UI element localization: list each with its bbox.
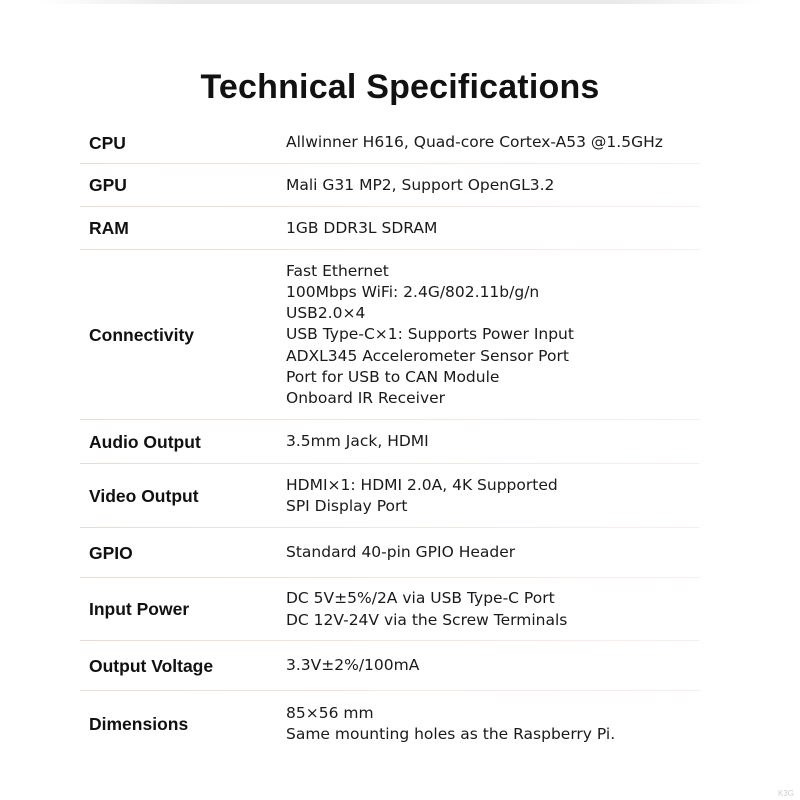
spec-values-gpio [286,542,720,563]
spec-row-dimensions [80,691,720,757]
spec-value: HDMI×1: HDMI 2.0A, 4K Supported [286,475,558,494]
spec-value: ADXL345 Accelerometer Sensor Port [286,346,569,365]
spec-row-gpu [80,164,720,207]
spec-values-cpu [286,132,720,153]
spec-value: 1GB DDR3L SDRAM [286,218,438,237]
spec-value: 3.3V±2%/100mA [286,656,420,675]
spec-row-cpu [80,122,720,164]
spec-row-ram [80,207,720,250]
spec-value: 3.5mm Jack, HDMI [286,432,429,451]
spec-label-output-voltage: Output Voltage [89,655,214,676]
spec-label-connectivity: Connectivity [89,324,195,345]
spec-table [80,122,720,757]
spec-row-gpio [80,528,720,578]
spec-row-output-voltage [80,641,720,691]
spec-value: DC 12V-24V via the Screw Terminals [286,610,568,629]
spec-label-video-output: Video Output [89,485,199,506]
spec-value: Same mounting holes as the Raspberry Pi. [286,725,616,743]
spec-values-output-voltage [286,655,720,676]
spec-label-dimensions: Dimensions [89,713,189,734]
spec-value: SPI Display Port [286,497,408,515]
spec-value: Mali G31 MP2, Support OpenGL3.2 [286,175,555,194]
spec-row-audio-output [80,420,720,464]
spec-value: USB2.0×4 [286,304,366,323]
spec-values-dimensions [286,703,720,745]
spec-value: USB Type-C×1: Supports Power Input [286,325,574,344]
spec-value: 100Mbps WiFi: 2.4G/802.11b/g/n [286,282,540,301]
spec-label-cpu: CPU [89,132,126,153]
spec-row-connectivity [80,250,720,420]
spec-label-gpu: GPU [89,175,127,195]
spec-value: Onboard IR Receiver [286,389,446,407]
spec-label-ram: RAM [89,218,129,238]
top-divider [40,0,760,4]
spec-values-input-power [286,588,720,630]
spec-value: Allwinner H616, Quad-core Cortex-A53 @1.5GHz [286,133,663,152]
spec-value: DC 5V±5%/2A via USB Type-C Port [286,589,555,608]
watermark-text: K3G [777,789,794,798]
spec-row-video-output [80,464,720,528]
spec-value: 85×56 mm [286,703,374,722]
spec-value: Standard 40-pin GPIO Header [286,543,516,562]
spec-values-audio-output [286,431,720,452]
page-title: Technical Specifications [200,67,600,106]
spec-values-ram [286,218,720,239]
spec-values-connectivity [286,261,720,409]
spec-values-gpu [286,175,720,196]
spec-label-audio-output: Audio Output [89,431,201,452]
spec-value: Fast Ethernet [286,261,389,280]
spec-label-gpio: GPIO [89,542,133,563]
spec-values-video-output [286,475,720,517]
spec-value: Port for USB to CAN Module [286,367,500,386]
spec-label-input-power: Input Power [89,599,190,619]
spec-row-input-power [80,578,720,641]
